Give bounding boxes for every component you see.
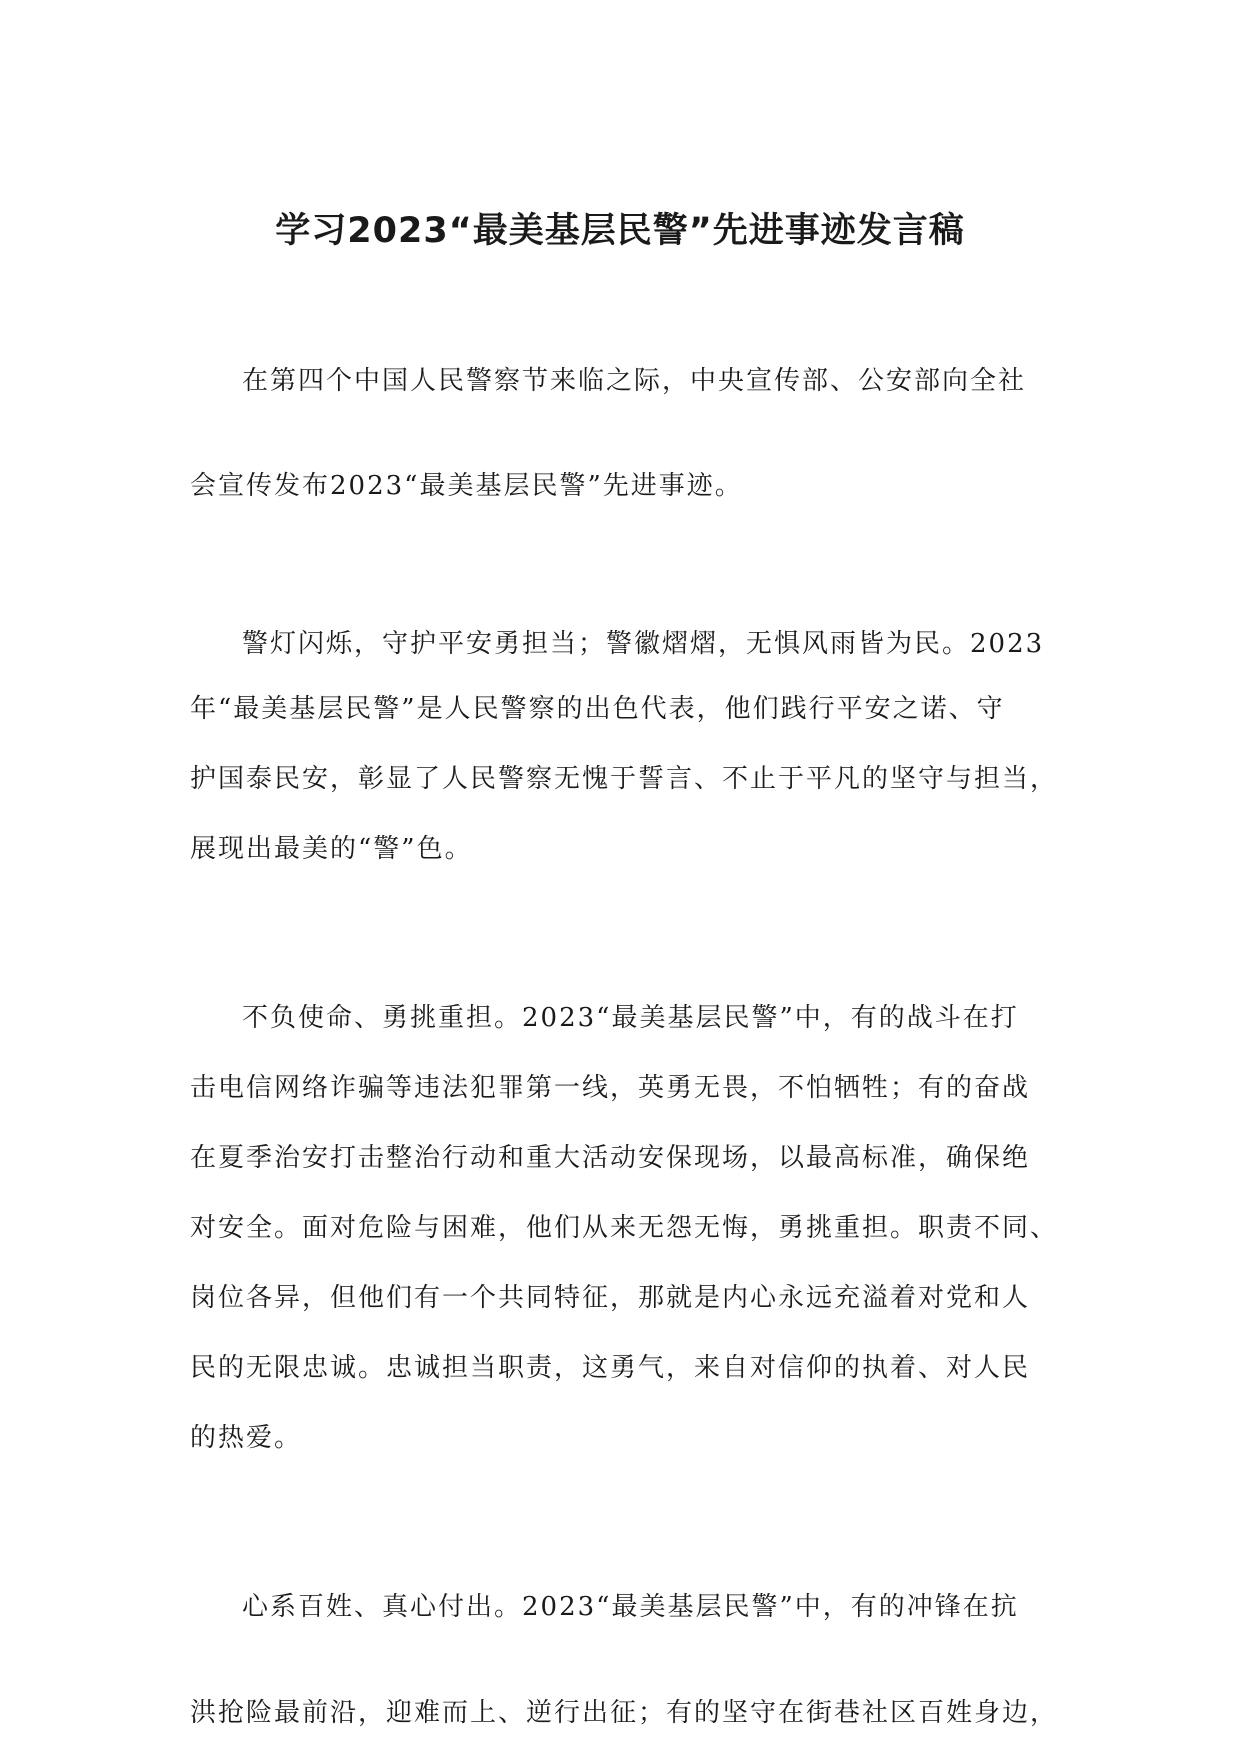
paragraph-1-line-1: 在第四个中国人民警察节来临之际，中央宣传部、公安部向全社: [242, 366, 1027, 396]
paragraph-2-line-3: 护国泰民安，彰显了人民警察无愧于誓言、不止于平凡的坚守与担当，: [190, 764, 1059, 794]
paragraph-2-line-2: 年“最美基层民警”是人民警察的出色代表，他们践行平安之诺、守: [190, 694, 1005, 724]
paragraph-3-line-7: 的热爱。: [190, 1423, 303, 1453]
paragraph-4-line-1: 心系百姓、真心付出。2023“最美基层民警”中，有的冲锋在抗: [242, 1592, 1019, 1622]
paragraph-4-line-2: 洪抢险最前沿，迎难而上、逆行出征；有的坚守在街巷社区百姓身边，: [190, 1698, 1059, 1728]
paragraph-3-line-5: 岗位各异，但他们有一个共同特征，那就是内心永远充溢着对党和人: [190, 1283, 1031, 1313]
paragraph-3-line-2: 击电信网络诈骗等违法犯罪第一线，英勇无畏，不怕牺牲；有的奋战: [190, 1073, 1031, 1103]
paragraph-2-line-1: 警灯闪烁，守护平安勇担当；警徽熠熠，无惧风雨皆为民。2023: [242, 629, 1045, 659]
document-title: 学习2023“最美基层民警”先进事迹发言稿: [275, 211, 965, 251]
paragraph-1-line-2: 会宣传发布2023“最美基层民警”先进事迹。: [190, 471, 743, 501]
paragraph-3-line-4: 对安全。面对危险与困难，他们从来无怨无悔，勇挑重担。职责不同、: [190, 1213, 1059, 1243]
paragraph-3-line-1: 不负使命、勇挑重担。2023“最美基层民警”中，有的战斗在打: [242, 1003, 1019, 1033]
paragraph-2-line-4: 展现出最美的“警”色。: [190, 834, 473, 864]
paragraph-3-line-3: 在夏季治安打击整治行动和重大活动安保现场，以最高标准，确保绝: [190, 1143, 1031, 1173]
paragraph-3-line-6: 民的无限忠诚。忠诚担当职责，这勇气，来自对信仰的执着、对人民: [190, 1353, 1031, 1383]
